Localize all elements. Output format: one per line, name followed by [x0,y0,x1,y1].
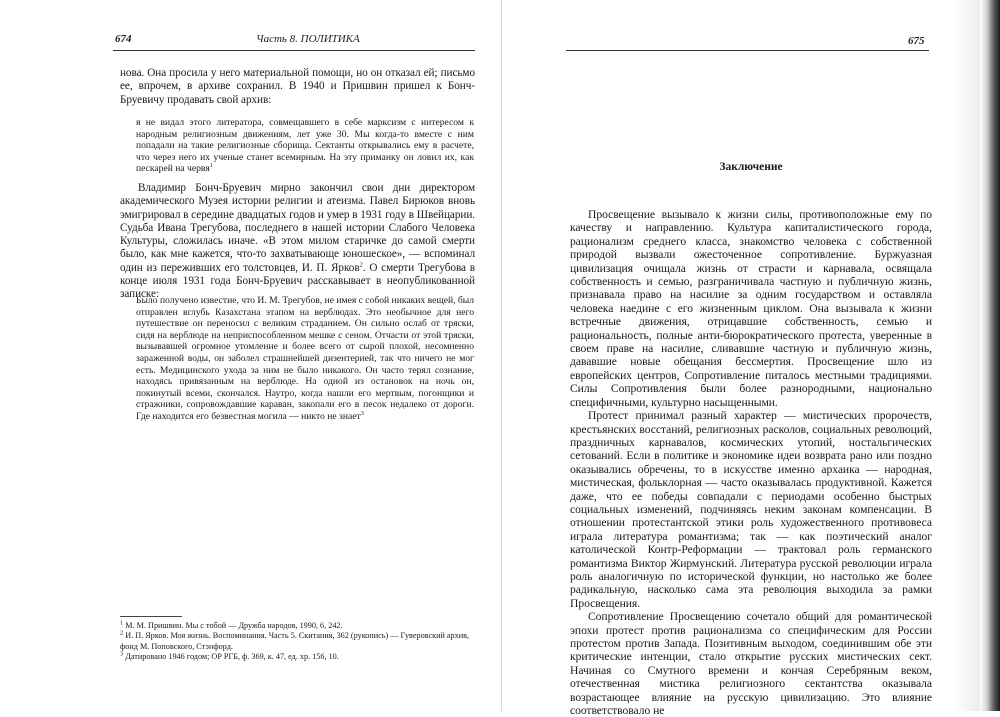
footnote-ref-3: 3 [360,409,364,417]
right-page-number: 675 [908,35,925,47]
footnote-1-text: М. М. Пришвин. Мы с тобой — Дружба народов, 1990, 6, 242. [125,621,343,630]
book-edge [980,0,1000,711]
footnote-1-mark: 1 [120,619,124,627]
footnotes [120,621,475,663]
footnote-2 [120,631,475,652]
footnote-3-text: Датировано 1946 годом; ОР РГБ, ф. 369, к. 47, ед. хр. 156, 10. [125,652,339,662]
right-header-rule [566,50,929,51]
left-paragraph-2-tail: . О смерти Трегубова в конце июля 1931 года Бонч-Бруевич расскавывает в неопубликованной записке: [120,261,475,301]
right-paragraph-3: Сопротивление Просвещению сочетало общий для романтической эпохи протест против рационализма со специфическим для России протестом против Запада. Позитивным выходом, соединившим обе эти критические интенции, стало открытие русских мистических сект. Начиная со Смутного времени и кончая Серебряным веком, отечественная мистика религиозного сектантства оказывала возрастающее влияние на русскую цивилизацию. Это влияние соответствовало не [570,610,932,717]
left-quote-2-text: Было получено известие, что И. М. Трегубов, не имея с собой никаких вещей, был отправлен вглубь Казахстана этапом на верблюдах. Это необычное для него путешествие он переносил с великим страданием. Он сильно ослаб от тряски, сидя на верблюде на неприспособленном мешке с сеном. Отчасти от этой тряски, вызывавшей огромное утомление и более всего от сырой плохой, несомненно зараженной воды, он заболел страшнейшей дизентерией, так что ничего не мог есть. Медицинского ухода за ним не было никакого. Он часто терял сознание, находясь привязанным на верблюде. На одной из остановок на ночь он, покинутый всеми, скончался. Наутро, когда нашли его мертвым, погонщики и стражники, сопровождавшие караван, закопали его в песок недалеко от дороги. Где находится его безвестная могила — никто не знает [136,295,475,422]
footnote-3 [120,652,475,662]
footnote-1 [120,621,475,631]
left-paragraph-1-text: нова. Она просила у него материальной помощи, но он отказал ей; письмо ее, впрочем, в архиве сохранил. В 1940 и Пришвин пришел к Бонч-Бруевичу продавать свой архив: [120,67,475,106]
left-page [0,0,501,711]
left-quote-1-text: я не видал этого литератора, совмещавшего в себе марксизм с интересом к народным религиозным движениям, лет уже 30. Мы когда-то вместе с ним попадали на такие религиозные сборища. Сектанты открывались ему в расчете, что через него их ученые станет всемирным. На эту приманку он ловил их, как пескарей на червя [136,117,474,175]
footnote-2-mark: 2 [120,629,124,637]
running-head: Часть 8. ПОЛИТИКА [256,33,360,45]
footnote-ref-1: 1 [209,162,213,170]
left-paragraph-2-text: Владимир Бонч-Бруевич мирно закончил свои дни директором академического Музея истории религии и атеизма. Павел Бирюков вновь эмигрировал в середине двадцатых годов и умер в 1931 году в Швейцарии. Судьба Ивана Трегубова, последнего в нашей истории Слабого Человека Культуры, сложилась иначе. «В этом милом старичке до самой смерти было, как мне кажется, что-то захватывающе юношеское», — вспоминал один из переживших его толстовцев, И. П. Ярков [120,182,475,274]
right-paragraph-1: Просвещение вызывало к жизни силы, противоположные ему по качеству и направлению. Культура капиталистического города, рационализм среднего класса, знакомство человека с собственной природой вызвали ожесточенное сопротивление. Буржуазная цивилизация очищала жизнь от страсти и карнавала, освящала собственность и семью, разграничивала частную и публичную жизнь, признавала право на насилие за одним государством и оставляла человека наедине с его жизненным циклом. Она вызывала к жизни встречные движения, отрицавшие собственность, семью и рациональность, полные анти-бюрократического протеста, уверенные в своем праве на насилие, сливавшие частную и публичную жизнь, дававшие новые обещания бессмертия. Просвещение шло из европейских центров, Сопротивление питалось местными традициями. Силы Сопротивления были более разнородными, национально специфичными, культурно насыщенными. [570,208,932,409]
footnote-rule [120,616,182,617]
footnote-ref-2: 2 [359,261,363,269]
page-edge-shade [955,0,980,711]
left-paragraph-1 [120,67,475,107]
right-page [502,0,1000,717]
footnote-3-mark: 3 [120,650,124,658]
right-paragraph-2: Протест принимал разный характер — мистических пророчеств, крестьянских восстаний, религиозных расколов, социальных революций, праздничных карнавалов, космических утопий, ностальгических сетований. Если в политике и экономике идеи возврата рано или поздно оказывались обречены, то в искусстве именно архаика — народная, мистическая, фольклорная — часто оказывалась продуктивной. Кажется даже, что ее победы совпадали с периодами особенно быстрых социальных изменений, подчиняясь неким законам компенсации. В отношении протестантской этики роль художественного противовеса играла литература романтизма; так — как поэтический аналог католической Контр-Реформации — трактовал роль германского романтизма Виктор Жирмунский. Литература русской революции играла роль аналогичную по исторической функции, но настолько же более радикальную, насколько сама эта революция выходила за рамки Просвещения. [570,409,932,610]
left-page-number: 674 [115,33,132,45]
header-rule [113,50,475,51]
section-heading: Заключение [719,161,783,173]
footnote-2-text: И. П. Ярков. Моя жизнь. Воспоминания. Часть 5. Скитания, 362 (рукопись) — Гуверовский архив, фонд М. Поповского, Стэнфорд. [120,631,470,651]
right-text-block [570,208,932,717]
left-quote-1 [136,117,474,175]
left-paragraph-2 [120,182,475,302]
left-quote-2 [136,295,474,423]
